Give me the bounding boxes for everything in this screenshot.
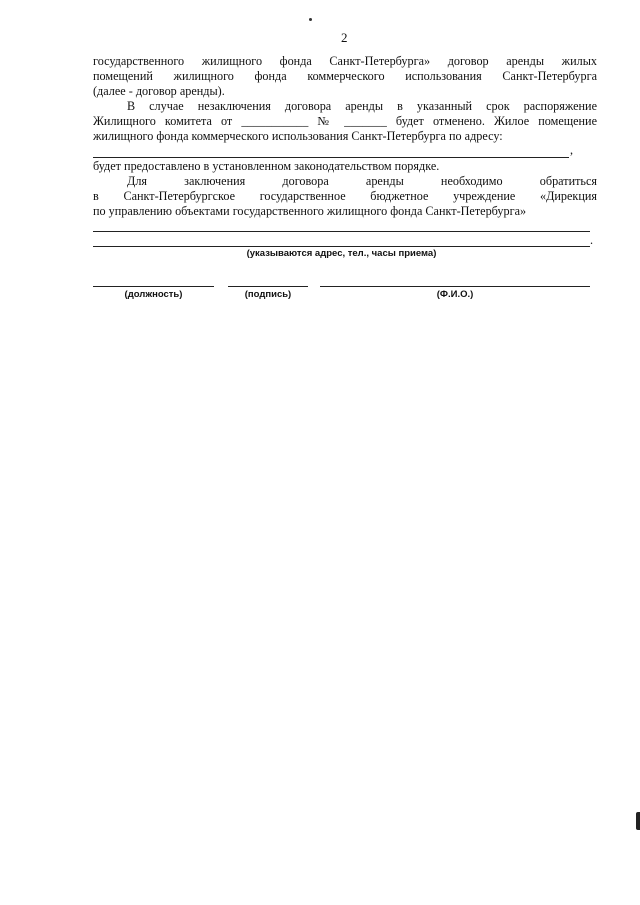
page-number: 2 [341,30,348,45]
name-caption: (Ф.И.О.) [436,289,474,300]
paragraph-line: помещений жилищного фонда коммерческого использования Санкт-Петербурга [93,69,597,83]
name-blank-line [320,286,590,287]
signature-caption: (подпись) [244,289,292,300]
paragraph-line: по управлению объектами государственного жилищного фонда Санкт-Петербурга» [93,204,527,218]
paragraph-line: Для заключения договора аренды необходимо обратиться [127,174,597,188]
contact-blank-line-2 [93,246,590,247]
paragraph-line: В случае незаключения договора аренды в указанный срок распоряжение [127,99,597,113]
scan-edge-mark [636,812,640,830]
paragraph-line: жилищного фонда коммерческого использования Санкт-Петербурга по адресу: [93,129,503,143]
position-caption: (должность) [124,289,183,300]
address-caption: (указываются адрес, тел., часы приема) [246,248,437,259]
comma-mark: , [570,143,574,157]
scan-artifact-dot [309,18,312,21]
contact-blank-line-1 [93,231,590,232]
signature-blank-line [228,286,308,287]
address-blank-line [93,157,569,158]
paragraph-line: государственного жилищного фонда Санкт-Петербурга» договор аренды жилых [93,54,597,68]
paragraph-line: будет предоставлено в установленном законодательством порядке. [93,159,440,173]
paragraph-line: Жилищного комитета от ___________ № _______ будет отменено. Жилое помещение [93,114,597,128]
period-mark: . [590,233,594,247]
paragraph-line: в Санкт-Петербургское государственное бюджетное учреждение «Дирекция [93,189,597,203]
paragraph-line: (далее - договор аренды). [93,84,225,98]
position-blank-line [93,286,214,287]
